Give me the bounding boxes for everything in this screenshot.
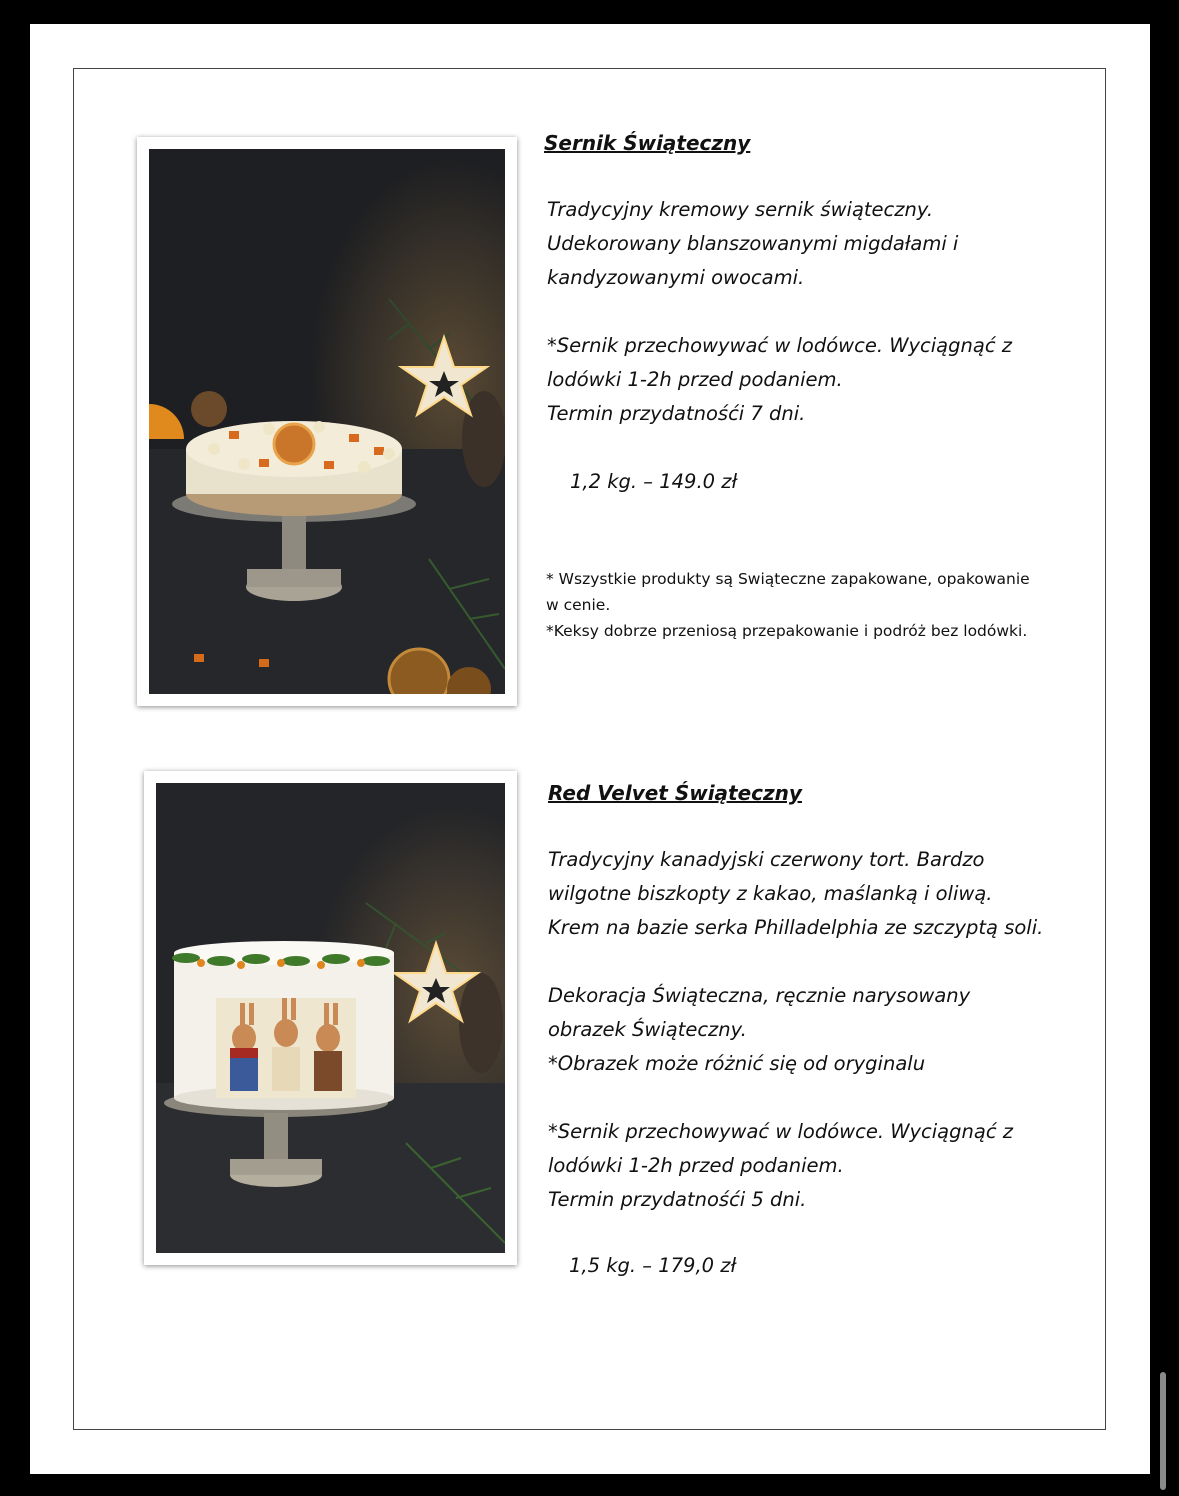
scrollbar-thumb[interactable]	[1160, 1372, 1166, 1490]
description-line	[548, 1081, 1108, 1115]
description-line: *Obrazek może różnić się od oryginalu	[548, 1052, 926, 1075]
description-line: wilgotne biszkopty z kakao, maślanką i oliwą.	[548, 882, 993, 905]
product-1-title: Sernik Świąteczny	[544, 131, 751, 155]
description-line: Krem na bazie serka Philladelphia ze szczyptą soli.	[548, 916, 1044, 939]
description-line: *Sernik przechowywać w lodówce. Wyciągnąć z	[548, 1120, 1013, 1143]
note-line: * Wszystkie produkty są Swiąteczne zapakowane, opakowanie	[546, 570, 1030, 588]
product-1-text	[544, 131, 1104, 431]
document-page	[30, 24, 1150, 1474]
description-line: Tradycyjny kremowy sernik świąteczny.	[547, 198, 934, 221]
description-line: obrazek Świąteczny.	[548, 1018, 747, 1041]
product-2-price: 1,5 kg. – 179,0 zł	[569, 1254, 737, 1277]
description-line: Dekoracja Świąteczna, ręcznie narysowany	[548, 984, 971, 1007]
cheesecake-image	[149, 149, 505, 694]
product-1-notes	[546, 566, 1106, 644]
description-line: Tradycyjny kanadyjski czerwony tort. Bardzo	[548, 848, 985, 871]
description-line	[547, 295, 1104, 329]
description-line: Termin przydatnośći 5 dni.	[548, 1188, 807, 1211]
description-line	[548, 945, 1108, 979]
description-line: Termin przydatnośći 7 dni.	[547, 402, 806, 425]
description-line: lodówki 1-2h przed podaniem.	[548, 1154, 844, 1177]
red-velvet-image	[156, 783, 505, 1253]
cheesecake-photo	[137, 137, 517, 706]
note-line: w cenie.	[546, 596, 611, 614]
description-line: Udekorowany blanszowanymi migdałami i	[547, 232, 959, 255]
product-2-description	[548, 843, 1108, 1217]
product-2-text	[548, 781, 1108, 1217]
product-1-description	[547, 193, 1104, 431]
description-line: kandyzowanymi owocami.	[547, 266, 805, 289]
product-1-price: 1,2 kg. – 149.0 zł	[570, 470, 738, 493]
product-2-title: Red Velvet Świąteczny	[548, 781, 802, 805]
note-line: *Keksy dobrze przeniosą przepakowanie i podróż bez lodówki.	[546, 622, 1028, 640]
description-line: *Sernik przechowywać w lodówce. Wyciągnąć z	[547, 334, 1012, 357]
red-velvet-photo	[144, 771, 517, 1265]
description-line: lodówki 1-2h przed podaniem.	[547, 368, 843, 391]
